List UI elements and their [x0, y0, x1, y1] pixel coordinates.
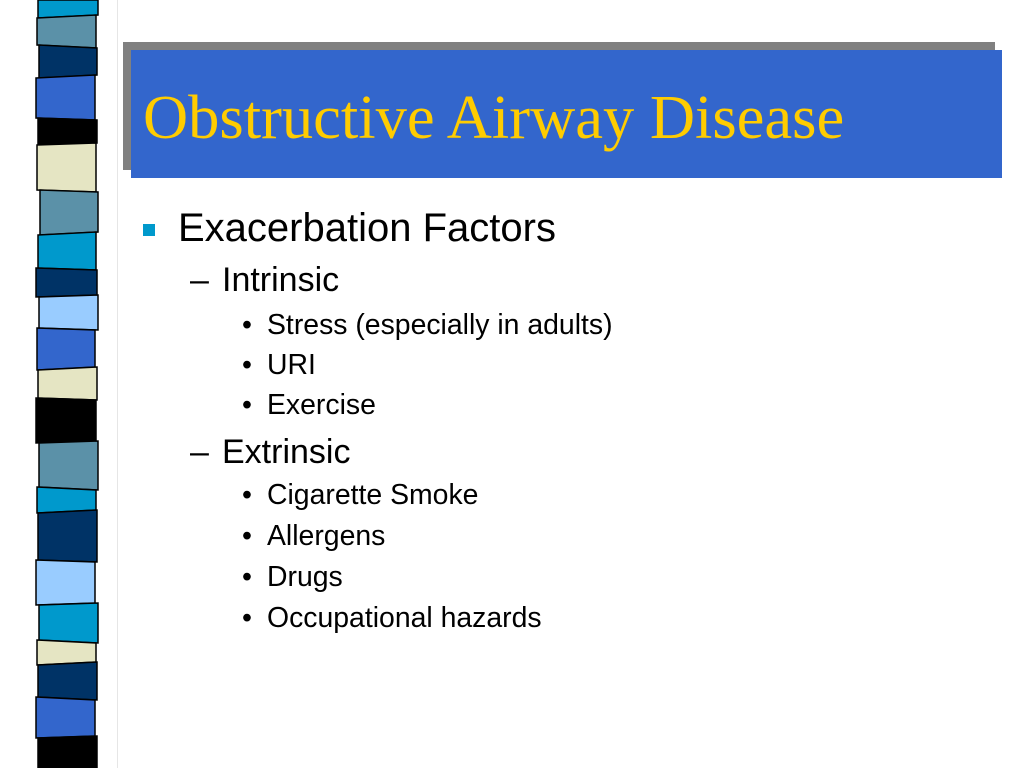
- list-item-label: Cigarette Smoke: [267, 479, 479, 511]
- bullet-dot-marker: •: [242, 389, 252, 421]
- bullet-dot-marker: •: [242, 561, 252, 593]
- bullet-dot-marker: •: [242, 479, 252, 511]
- bullet-label: Exacerbation Factors: [178, 206, 556, 250]
- dash-marker: –: [190, 433, 209, 471]
- subbullet-label: Intrinsic: [222, 261, 340, 299]
- square-bullet-icon: [143, 224, 155, 236]
- list-item-label: Exercise: [267, 389, 376, 421]
- bullet-dot-marker: •: [242, 520, 252, 552]
- dash-marker: –: [190, 261, 209, 299]
- bullet-dot-marker: •: [242, 309, 252, 341]
- list-item-label: Allergens: [267, 520, 386, 552]
- subbullet-label: Extrinsic: [222, 433, 351, 471]
- list-item-label: Drugs: [267, 561, 343, 593]
- list-item-label: Occupational hazards: [267, 602, 542, 634]
- slide-title: Obstructive Airway Disease: [143, 82, 845, 152]
- list-item-label: URI: [267, 349, 316, 381]
- bullet-dot-marker: •: [242, 602, 252, 634]
- list-item-label: Stress (especially in adults): [267, 309, 613, 341]
- bullet-dot-marker: •: [242, 349, 252, 381]
